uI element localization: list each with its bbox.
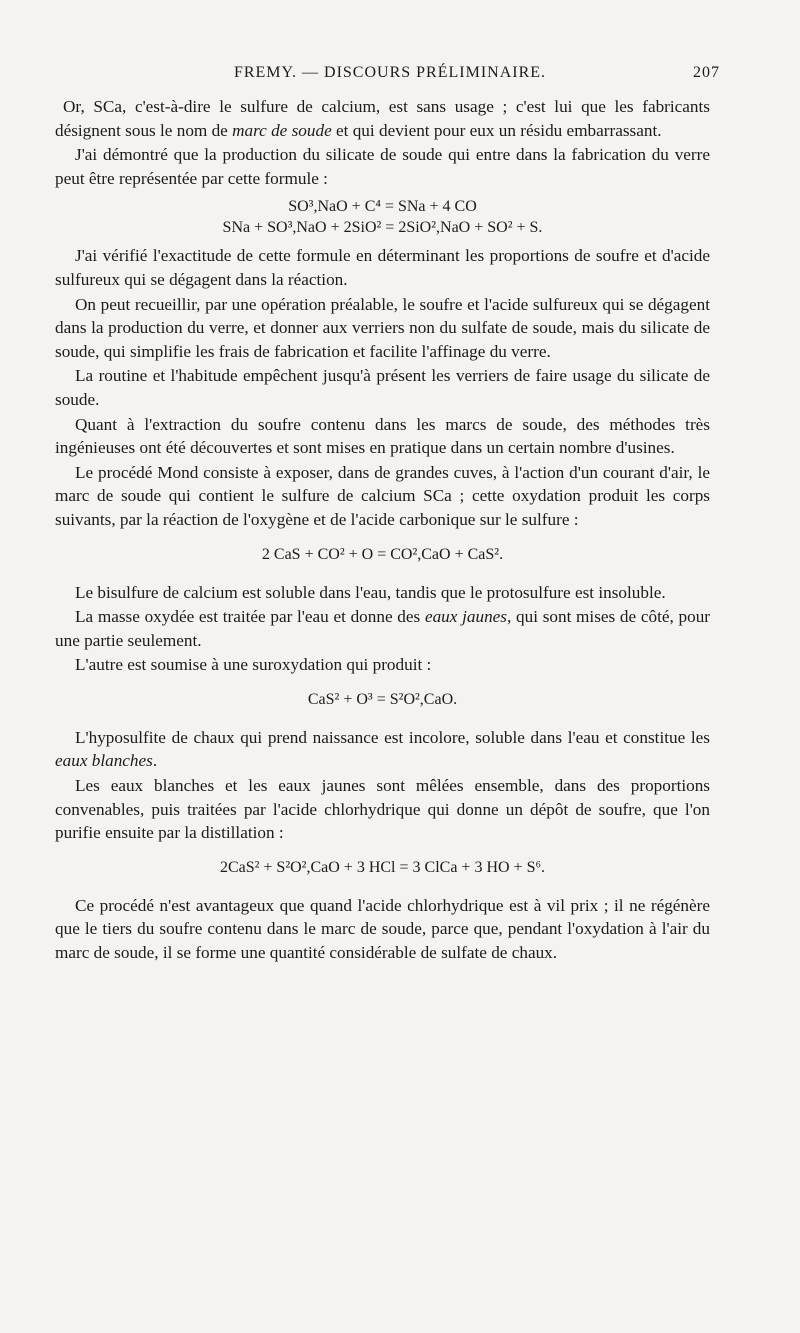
running-header [60, 64, 720, 88]
paragraph: L'autre est soumise à une suroxydation qui produit : [75, 655, 432, 675]
paragraph: On peut recueillir, par une opération préalable, le soufre et l'acide sulfureux qui se dégagent dans la production du verre, et donner aux verriers non du sulfate de soude, mais du silicate de soude, qui simplifie les frais de fabrication et facilite l'affinage du verre. [55, 294, 710, 361]
body-text [55, 95, 710, 966]
formula: CaS² + O³ = S²O²,CaO. [307, 690, 458, 708]
formula: 2 CaS + CO² + O = CO²,CaO + CaS². [261, 545, 504, 563]
paragraph: La routine et l'habitude empêchent jusqu'à présent les verriers de faire usage du silicate de soude. [55, 366, 710, 409]
formula: 2CaS² + S²O²,CaO + 3 HCl = 3 ClCa + 3 HO + S⁶. [219, 858, 546, 876]
header-title: FREMY. — DISCOURS PRÉLIMINAIRE. [233, 64, 547, 81]
paragraph: Le bisulfure de calcium est soluble dans l'eau, tandis que le protosulfure est insoluble. [75, 582, 666, 602]
paragraph: Les eaux blanches et les eaux jaunes sont mêlées ensemble, dans des proportions convenables, puis traitées par l'acide chlorhydrique qui donne un dépôt de soufre, que l'on purifie ensuite par la distillation : [55, 776, 710, 843]
paragraph: Quant à l'extraction du soufre contenu dans les marcs de soude, des méthodes très ingénieuses ont été découvertes et sont mises en pratique dans un certain nombre d'usines. [55, 414, 710, 458]
paragraph: L'hyposulfite de chaux qui prend naissance est incolore, soluble dans l'eau et constitue les eaux blanches. [55, 727, 710, 771]
formula: SO³,NaO + C⁴ = SNa + 4 CO SNa + SO³,NaO + 2SiO² = 2SiO²,NaO + SO² + S. [222, 198, 543, 237]
paragraph: J'ai vérifié l'exactitude de cette formule en déterminant les proportions de soufre et d'acide sulfureux qui se dégagent dans la réaction. [55, 246, 710, 289]
paragraph: Or, SCa, c'est-à-dire le sulfure de calcium, est sans usage ; c'est lui que les fabricants désignent sous le nom de marc de soude et qui devient pour eux un résidu embarrassant. [55, 97, 710, 140]
paragraph: La masse oxydée est traitée par l'eau et donne des eaux jaunes, qui sont mises de côté, pour une partie seulement. [55, 607, 711, 650]
paragraph: Ce procédé n'est avantageux que quand l'acide chlorhydrique est à vil prix ; il ne régénère que le tiers du soufre contenu dans le marc de soude, parce que, pendant l'oxydation à l'air du marc de soude, il se forme une quantité considérable de sulfate de chaux. [55, 895, 710, 963]
paragraph: Le procédé Mond consiste à exposer, dans de grandes cuves, à l'action d'un courant d'air, le marc de soude qui contient le sulfure de calcium SCa ; cette oxydation produit les corps suivants, par la réaction de l'oxygène et de l'acide carbonique sur le sulfure : [55, 462, 710, 529]
page-number: 207 [693, 64, 720, 81]
paragraph: J'ai démontré que la production du silicate de soude qui entre dans la fabrication du verre peut être représentée par cette formule : [55, 145, 710, 188]
